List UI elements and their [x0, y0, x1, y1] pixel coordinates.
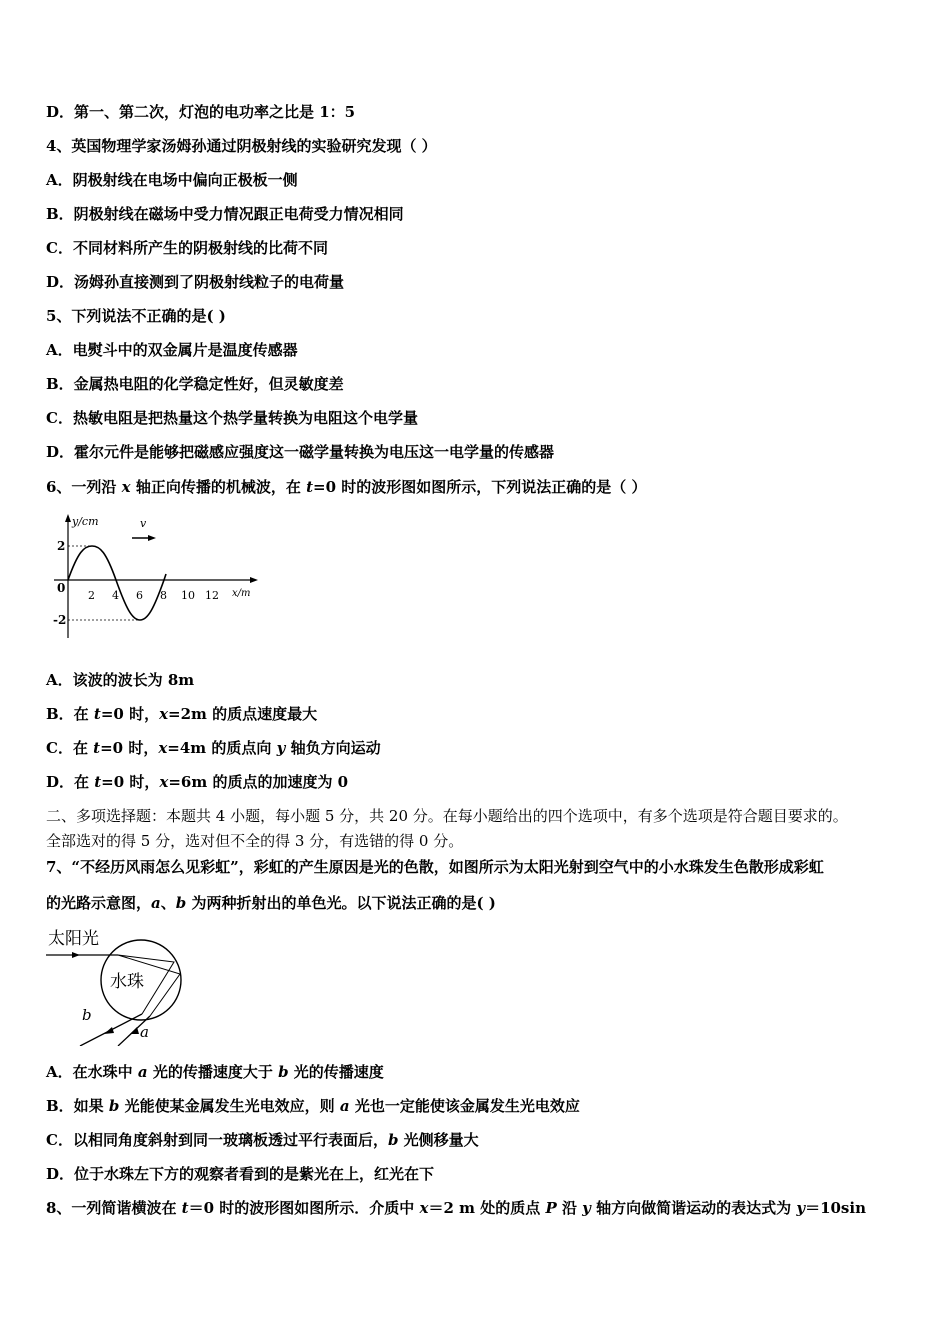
x-axis-arrow	[250, 577, 258, 583]
x-axis-label: x/m	[232, 588, 251, 599]
q6-wave-graph	[48, 510, 268, 645]
ray-a-label: a	[140, 1023, 149, 1041]
q4-option-a: A．阴极射线在电场中偏向正极板一侧	[46, 171, 298, 189]
y-axis-arrow	[65, 514, 71, 522]
x-tick-10: 10	[181, 589, 195, 602]
q7-stem-line2: 的光路示意图，a、b 为两种折射出的单色光。以下说法正确的是( )	[46, 894, 496, 912]
q5-option-d: D．霍尔元件是能够把磁感应强度这一磁学量转换为电压这一电学量的传感器	[46, 443, 555, 461]
section2-line1: 二、多项选择题：本题共 4 小题，每小题 5 分，共 20 分。在每小题给出的四个选项中，有多个选项是符合题目要求的。	[46, 807, 848, 825]
q6-stem: 6、一列沿 x 轴正向传播的机械波，在 t=0 时的波形图如图所示，下列说法正确的是（ ）	[46, 478, 647, 496]
q7-option-a: A．在水珠中 a 光的传播速度大于 b 光的传播速度	[46, 1063, 384, 1081]
wave-curve	[68, 546, 166, 620]
q7-stem-line1: 7、“不经历风雨怎么见彩虹”，彩虹的产生原因是光的色散，如图所示为太阳光射到空气中的小水珠发生色散形成彩虹	[46, 858, 824, 876]
q5-option-a: A．电熨斗中的双金属片是温度传感器	[46, 341, 298, 359]
sunlight-label: 太阳光	[48, 929, 99, 949]
q7-option-d: D．位于水珠左下方的观察者看到的是紫光在上，红光在下	[46, 1165, 435, 1183]
q7-option-b: B．如果 b 光能使某金属发生光电效应，则 a 光也一定能使该金属发生光电效应	[46, 1097, 580, 1115]
ray-b-label: b	[82, 1006, 92, 1024]
water-drop-label: 水珠	[110, 972, 144, 992]
section2-line2: 全部选对的得 5 分，选对但不全的得 3 分，有选错的得 0 分。	[46, 832, 464, 850]
x-tick-6: 6	[136, 589, 143, 602]
y-axis-label: y/cm	[72, 515, 99, 528]
x-tick-4: 4	[112, 589, 119, 602]
q6-option-d: D．在 t=0 时，x=6m 的质点的加速度为 0	[46, 773, 349, 791]
incident-ray-arrow	[72, 952, 80, 958]
x-tick-8: 8	[160, 589, 167, 602]
q4-stem: 4、英国物理学家汤姆孙通过阴极射线的实验研究发现（ ）	[46, 137, 437, 155]
q3-option-d: D．第一、第二次，灯泡的电功率之比是 1：5	[46, 103, 356, 121]
q4-option-c: C．不同材料所产生的阴极射线的比荷不同	[46, 239, 328, 257]
q5-stem: 5、下列说法不正确的是( )	[46, 307, 226, 325]
q6-option-c: C．在 t=0 时，x=4m 的质点向 y 轴负方向运动	[46, 739, 381, 757]
q5-option-c: C．热敏电阻是把热量这个热学量转换为电阻这个电学量	[46, 409, 418, 427]
q5-option-b: B．金属热电阻的化学稳定性好，但灵敏度差	[46, 375, 344, 393]
velocity-arrowhead	[148, 535, 156, 541]
x-tick-2: 2	[88, 589, 95, 602]
y-tick-2: 2	[57, 539, 66, 553]
y-tick-neg2: -2	[53, 613, 67, 627]
velocity-label: v	[140, 517, 147, 530]
q4-option-d: D．汤姆孙直接测到了阴极射线粒子的电荷量	[46, 273, 345, 291]
origin-label: 0	[57, 581, 66, 595]
q4-option-b: B．阴极射线在磁场中受力情况跟正电荷受力情况相同	[46, 205, 404, 223]
q6-option-a: A．该波的波长为 8m	[46, 671, 195, 689]
q8-stem: 8、一列简谐横波在 t＝0 时的波形图如图所示．介质中 x＝2 m 处的质点 P 沿 y 轴方向做简谐运动的表达式为 y＝10sin	[46, 1199, 866, 1217]
ray-b-arrow	[104, 1027, 114, 1034]
x-tick-12: 12	[205, 589, 219, 602]
q6-option-b: B．在 t=0 时，x=2m 的质点速度最大	[46, 705, 318, 723]
q7-rainbow-figure	[46, 924, 196, 1046]
q7-option-c: C．以相同角度斜射到同一玻璃板透过平行表面后，b 光侧移量大	[46, 1131, 479, 1149]
